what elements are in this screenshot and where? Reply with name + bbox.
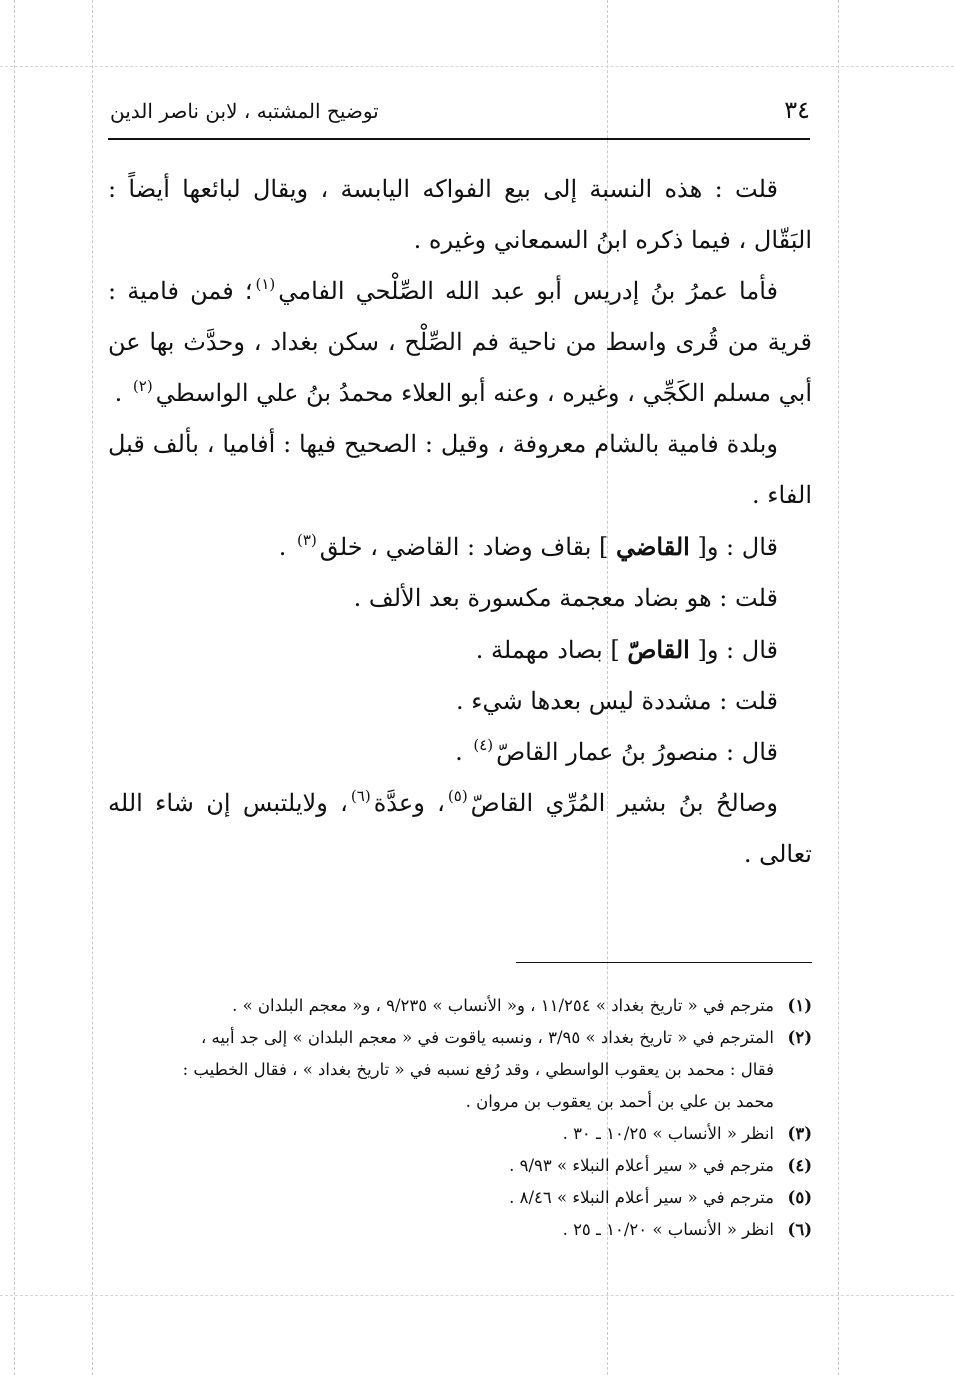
- paragraph-text: ، وعدَّة: [373, 789, 445, 817]
- scan-guide-line: [92, 0, 93, 1375]
- footnotes: [108, 990, 812, 1246]
- entry-text: قال : و[: [697, 533, 778, 561]
- paragraph-text: وبلدة فامية بالشام معروفة ، وقيل : الصحيح فيها : أفاميا ، بألف قبل الفاء .: [108, 430, 812, 509]
- entry-text: ] بصاد مهملة .: [475, 636, 620, 664]
- paragraph-text: ، ولايلتبس إن شاء الله تعالى .: [108, 789, 812, 868]
- footnote-text: مترجم في « تاريخ بغداد » ١١/٢٥٤ ، و« الأنساب » ٩/٢٣٥ ، و« معجم البلدان » .: [232, 996, 774, 1015]
- footnote: [108, 990, 812, 1022]
- scan-guide-line: [0, 66, 954, 67]
- footnote-text: المترجم في « تاريخ بغداد » ٣/٩٥ ، ونسبه ياقوت في « معجم البلدان » إلى جد أبيه ،: [200, 1028, 774, 1047]
- entry-text: .: [278, 533, 287, 561]
- paragraph-text: .: [114, 379, 123, 407]
- footnote-text: مترجم في « سير أعلام النبلاء » ٩/٩٣ .: [509, 1156, 774, 1175]
- footnote-text: محمد بن علي بن أحمد بن يعقوب بن مروان .: [465, 1092, 774, 1111]
- paragraph-text: وصالحُ بنُ بشير المُرِّي القاصّ: [470, 789, 778, 817]
- entry-line: [108, 521, 812, 573]
- main-text: [108, 164, 812, 880]
- paragraph: [108, 266, 812, 419]
- paragraph-text: فأما عمرُ بنُ إدريس أبو عبد الله الصِّلْحي الفامي: [278, 277, 778, 305]
- footnote: [108, 1214, 812, 1246]
- entry-text: قلت : مشددة ليس بعدها شيء .: [456, 687, 778, 715]
- scan-guide-line: [0, 1295, 954, 1296]
- footnote: [108, 1118, 812, 1150]
- footnote: [108, 1022, 812, 1118]
- paragraph: [108, 419, 812, 521]
- scan-guide-line: [838, 0, 839, 1375]
- footnote-number: (٤): [787, 1156, 812, 1175]
- footnote-number: (٥): [787, 1188, 812, 1207]
- entry-line: [108, 624, 812, 676]
- footnote-ref[interactable]: (٥): [447, 787, 468, 805]
- entry-line: [108, 573, 812, 624]
- page-number: ٣٤: [784, 96, 810, 124]
- entry-text: ] بقاف وضاد : القاضي ، خلق: [319, 533, 609, 561]
- footnote: [108, 1150, 812, 1182]
- running-head: [110, 92, 810, 132]
- paragraph-text: قلت : هذه النسبة إلى بيع الفواكه اليابسة ، ويقال لبائعها أيضاً : البَقّال ، فيما ذكره ابنُ السمعاني وغيره .: [108, 175, 812, 254]
- entry-line: [108, 676, 812, 727]
- entry-text: قلت : هو بضاد معجمة مكسورة بعد الألف .: [353, 584, 778, 612]
- footnote-text: فقال : محمد بن يعقوب الواسطي ، وقد رُفع نسبه في « تاريخ بغداد » ، فقال الخطيب :: [182, 1060, 774, 1079]
- footnote-text: مترجم في « سير أعلام النبلاء » ٨/٤٦ .: [509, 1188, 774, 1207]
- entry-line: [108, 727, 812, 778]
- headword: القاضي: [616, 532, 690, 561]
- footnote-text: انظر « الأنساب » ١٠/٢٠ ـ ٢٥ .: [562, 1220, 774, 1239]
- footnote-ref[interactable]: (٤): [473, 736, 494, 754]
- entry-text: .: [455, 738, 463, 766]
- footnote: [108, 1182, 812, 1214]
- footnote-separator: [516, 962, 812, 963]
- footnote-number: (١): [787, 996, 812, 1015]
- paragraph: [108, 778, 812, 880]
- footnote-text: انظر « الأنساب » ١٠/٢٥ ـ ٣٠ .: [562, 1124, 774, 1143]
- footnote-ref[interactable]: (٦): [350, 787, 371, 805]
- paragraph: [108, 164, 812, 266]
- footnote-ref[interactable]: (١): [255, 275, 276, 293]
- footnote-number: (٢): [787, 1028, 812, 1047]
- footnote-ref[interactable]: (٣): [297, 531, 317, 549]
- entry-text: قال : منصورُ بنُ عمار القاصّ: [496, 738, 778, 766]
- footnote-number: (٣): [787, 1124, 812, 1143]
- footnote-number: (٦): [787, 1220, 812, 1239]
- header-rule: [108, 138, 810, 140]
- paragraph-text: ؛ فمن فامية : قرية من قُرى واسط من ناحية فم الصِّلْح ، سكن بغداد ، وحدَّث بها عن أبي مسلم الكَجِّي ، وغيره ، وعنه أبو العلاء محمدُ بنُ علي الواسطي: [108, 277, 812, 407]
- entry-text: قال : و[: [697, 636, 778, 664]
- headword: القاصّ: [627, 635, 690, 664]
- running-title: توضيح المشتبه ، لابن ناصر الدين: [110, 99, 379, 123]
- footnote-ref[interactable]: (٢): [132, 377, 153, 395]
- scan-guide-line: [14, 0, 15, 1375]
